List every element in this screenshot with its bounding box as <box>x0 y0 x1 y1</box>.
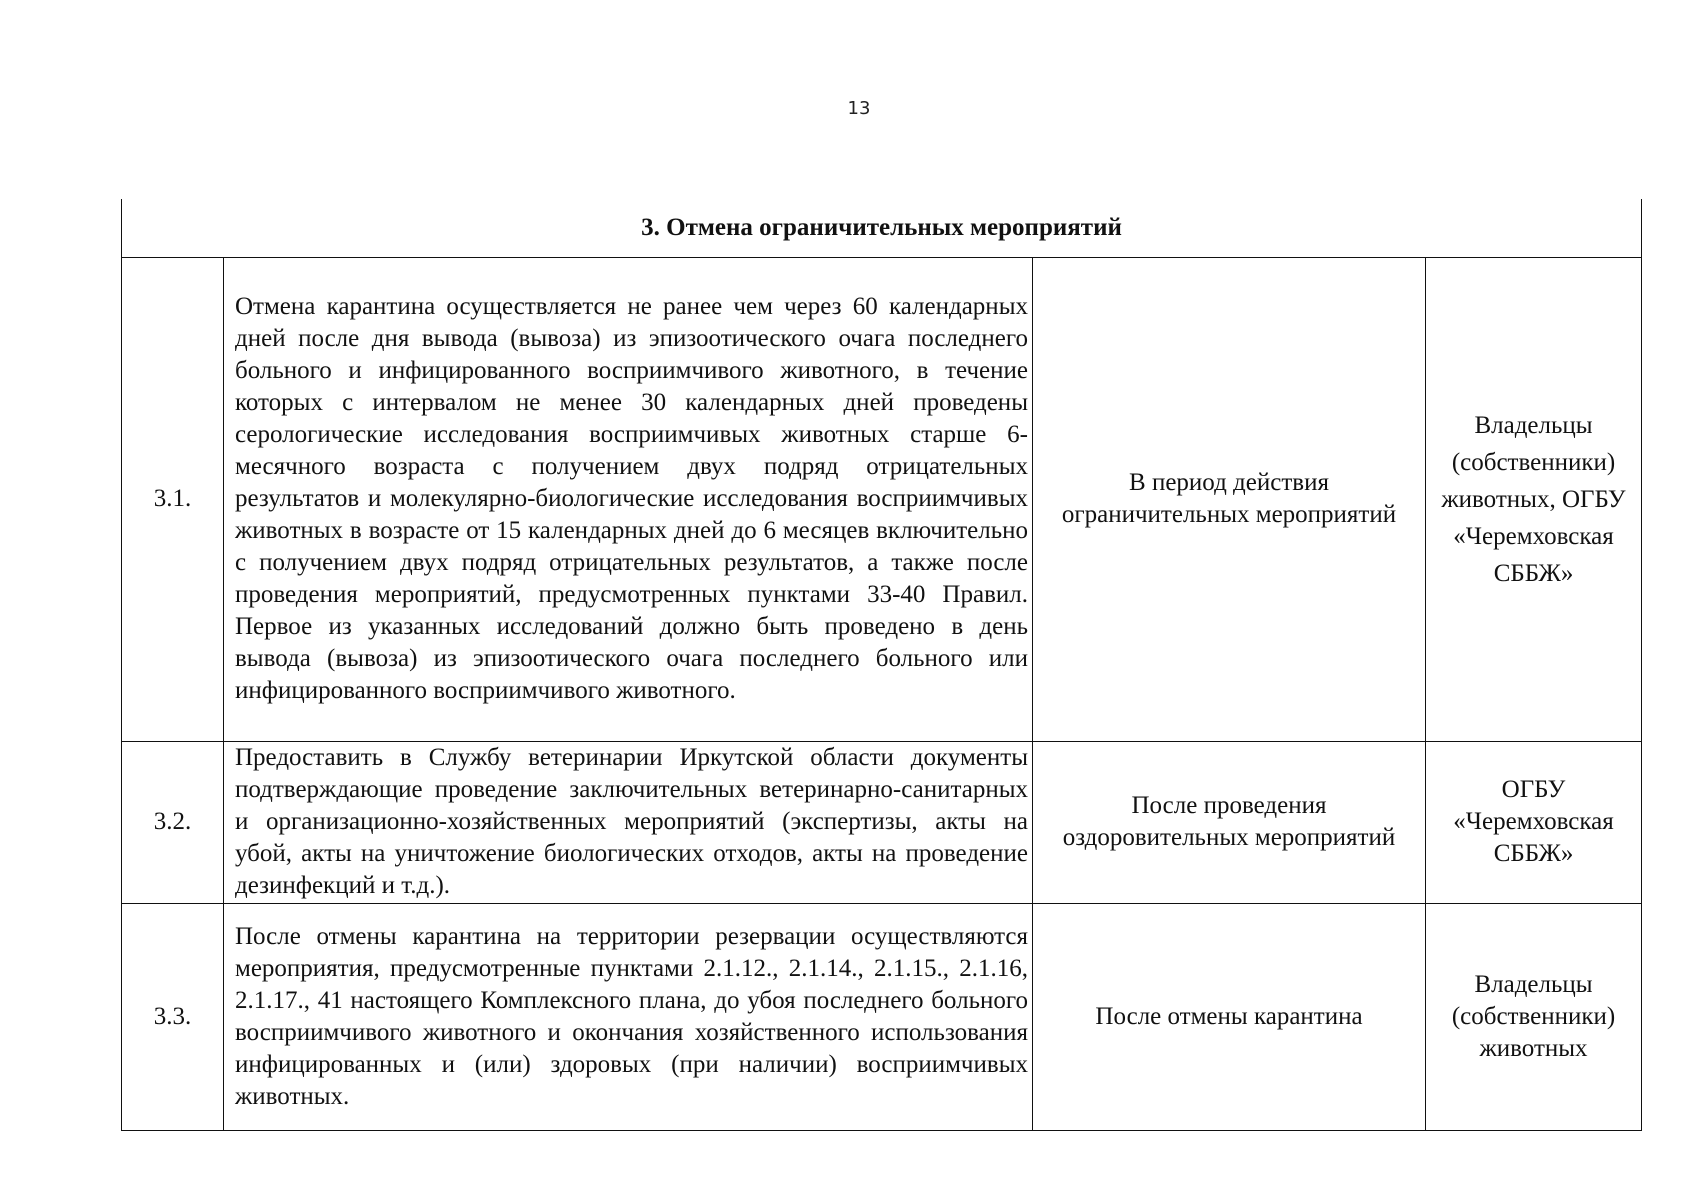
row-term: После проведения оздоровительных мероприятий <box>1033 741 1426 903</box>
row-responsible: ОГБУ «Черемховская СББЖ» <box>1426 741 1642 903</box>
page-number: 13 <box>847 98 871 119</box>
table-row <box>122 903 1642 1130</box>
row-description: Предоставить в Службу ветеринарии Иркутской области документы подтверждающие проведение заключительных ветеринарно-санитарных и организационно-хозяйственных мероприятий (экспертизы, акты на убой, акты на уничтожение биологических отходов, акты на проведение дезинфекций и т.д.). <box>224 741 1033 903</box>
row-number: 3.2. <box>122 741 224 903</box>
row-term: После отмены карантина <box>1033 903 1426 1130</box>
row-number: 3.1. <box>122 257 224 741</box>
row-responsible: Владельцы (собственники) животных <box>1426 903 1642 1130</box>
table-row <box>122 741 1642 903</box>
measures-table <box>121 199 1642 1131</box>
row-term: В период действия ограничительных мероприятий <box>1033 257 1426 741</box>
row-description: Отмена карантина осуществляется не ранее чем через 60 календарных дней после дня вывода (вывоза) из эпизоотического очага последнего больного и инфицированного восприимчивого животного, в течение которых с интервалом не менее 30 календарных дней проведены серологические исследования восприимчивых животных старше 6-месячного возраста с получением двух подряд отрицательных результатов и молекулярно-биологические исследования восприимчивых животных в возрасте от 15 календарных дней до 6 месяцев включительно с получением двух подряд отрицательных результатов, а также после проведения мероприятий, предусмотренных пунктами 33-40 Правил. Первое из указанных исследований должно быть проведено в день вывода (вывоза) из эпизоотического очага последнего больного или инфицированного восприимчивого животного. <box>224 257 1033 741</box>
row-description: После отмены карантина на территории резервации осуществляются мероприятия, предусмотренные пунктами 2.1.12., 2.1.14., 2.1.15., 2.1.16, 2.1.17., 41 настоящего Комплексного плана, до убоя последнего больного восприимчивого животного и окончания хозяйственного использования инфицированных и (или) здоровых (при наличии) восприимчивых животных. <box>224 903 1033 1130</box>
section-header-row <box>122 199 1642 257</box>
section-title: 3. Отмена ограничительных мероприятий <box>122 199 1642 257</box>
table-row <box>122 257 1642 741</box>
row-number: 3.3. <box>122 903 224 1130</box>
row-responsible: Владельцы (собственники) животных, ОГБУ «Черемховская СББЖ» <box>1426 257 1642 741</box>
